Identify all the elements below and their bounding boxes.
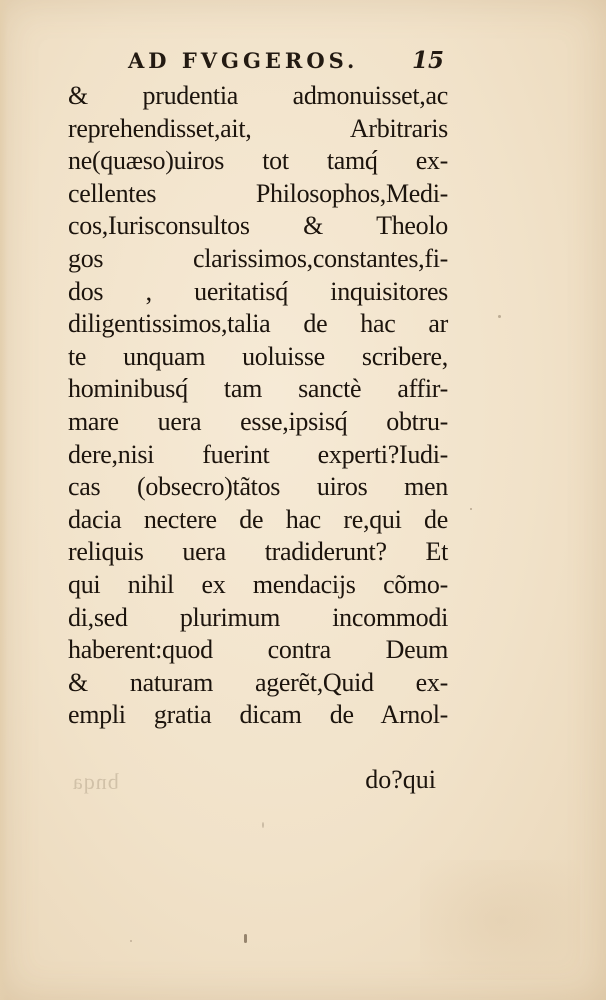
text-line: cellentes Philosophos,Medi- [68, 178, 448, 208]
text-line: dos , ueritatisq́ inquisitores [68, 276, 448, 306]
catchword: do?qui [365, 765, 436, 794]
text-line: empli gratia dicam de Arnol- [68, 700, 448, 730]
catchword-row [68, 765, 448, 799]
text-line: te unquam uoluisse scribere, [68, 341, 448, 371]
text-line: cas (obsecro)tãtos uiros men [68, 472, 448, 502]
text-line: cos,Iurisconsultos & Theolo [68, 211, 448, 241]
folio-number: 15 [412, 47, 445, 74]
show-through-text: bnqa [72, 769, 119, 794]
running-head [0, 48, 606, 78]
page-edge-shadow [0, 0, 8, 1000]
text-line: reliquis uera tradiderunt? Et [68, 537, 448, 567]
ink-speck [498, 315, 501, 318]
ink-speck [470, 508, 472, 510]
text-line: gos clarissimos,constantes,fi- [68, 243, 448, 273]
text-block [68, 80, 448, 732]
paper-stain [420, 860, 580, 980]
text-line: hominibusq́ tam sanctè affir- [68, 374, 448, 404]
text-line: ne(quæso)uiros tot tamq́ ex- [68, 146, 448, 176]
text-line: diligentissimos,talia de hac ar [68, 309, 448, 339]
running-title: AD FVGGEROS. [128, 48, 359, 73]
ink-speck [244, 934, 247, 943]
text-line: haberent:quod contra Deum [68, 635, 448, 665]
text-line: dacia nectere de hac re,qui de [68, 504, 448, 534]
text-line: & prudentia admonuisset,ac [68, 81, 448, 110]
ink-speck [130, 940, 132, 942]
text-line: reprehendisset,ait, Arbitraris [68, 113, 448, 143]
text-line: & naturam agerẽt,Quid ex- [68, 667, 448, 697]
ink-speck [262, 822, 264, 828]
text-line: dere,nisi fuerint experti?Iudi- [68, 439, 448, 469]
text-line: qui nihil ex mendacijs cõmo- [68, 569, 448, 599]
text-line: di,sed plurimum incommodi [68, 602, 448, 632]
text-line: mare uera esse,ipsisq́ obtru- [68, 406, 448, 436]
